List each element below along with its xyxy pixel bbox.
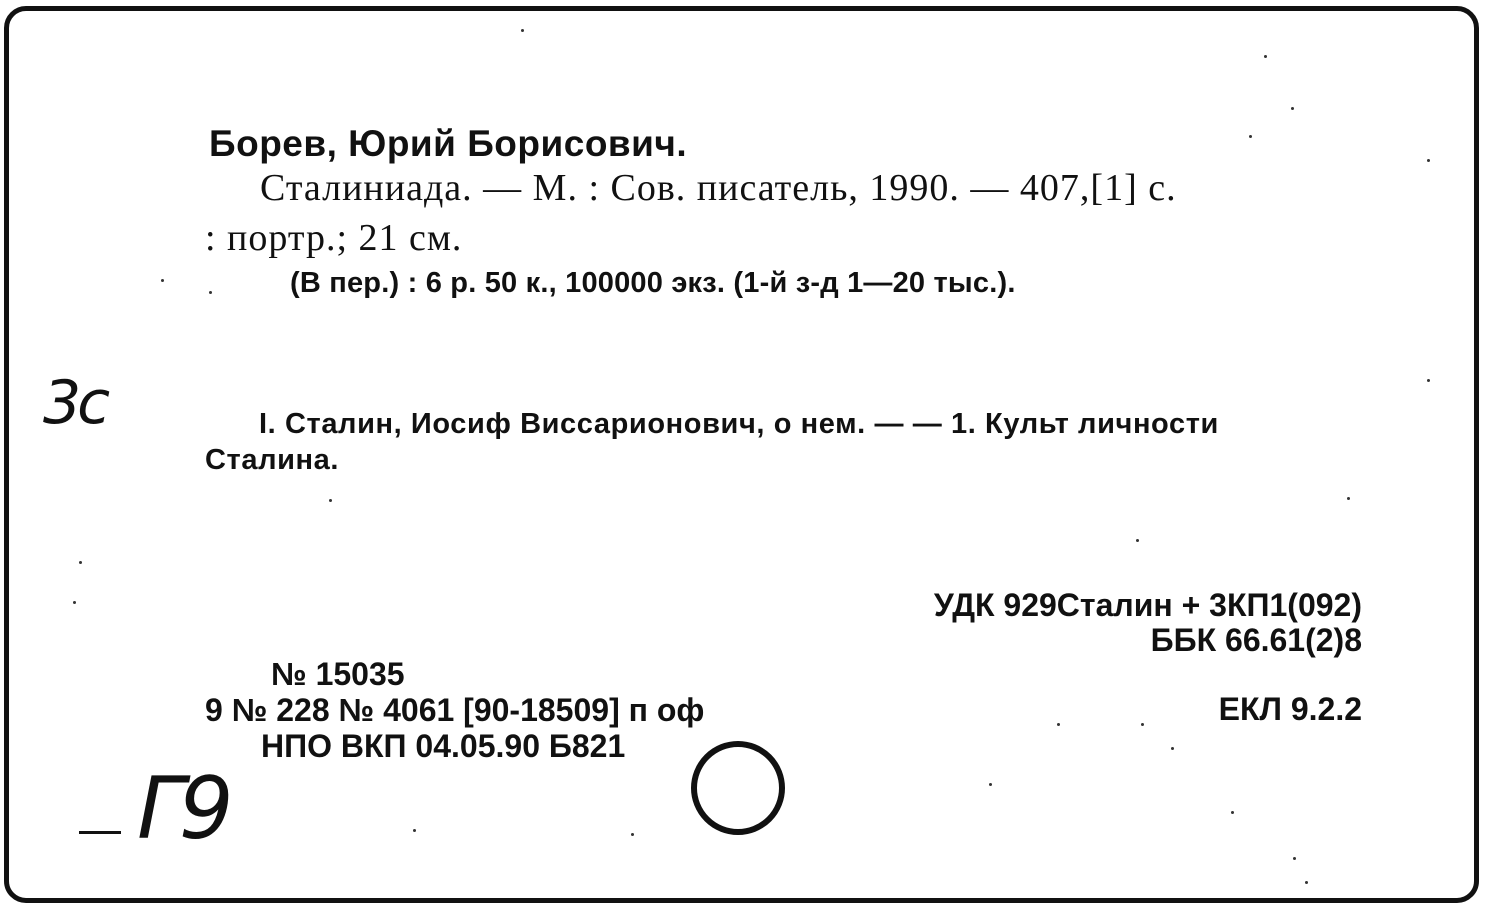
scan-speck: [1427, 159, 1430, 162]
scan-speck: [1231, 811, 1234, 814]
scan-speck: [989, 783, 992, 786]
udk-classification: УДК 929Сталин + 3КП1(092): [933, 587, 1362, 623]
subject-headings-line: I. Сталин, Иосиф Виссарионович, о нем. — — 1. Культ личности: [259, 408, 1219, 440]
bbk-classification: ББК 66.61(2)8: [1150, 622, 1362, 658]
scan-speck: [413, 829, 416, 832]
title-description-line: Сталиниада. — М. : Сов. писатель, 1990. — 407,[1] с.: [260, 167, 1177, 209]
price-edition-line: (В пер.) : 6 р. 50 к., 100000 экз. (1-й з-д 1—20 тыс.).: [290, 267, 1016, 299]
scan-speck: [1141, 723, 1144, 726]
handwritten-dash: [79, 831, 121, 834]
ekl-classification: ЕКЛ 9.2.2: [1218, 691, 1362, 727]
scan-speck: [521, 29, 524, 32]
scan-speck: [209, 291, 212, 294]
scan-speck: [1249, 135, 1252, 138]
scan-speck: [1171, 747, 1174, 750]
catalog-card: [4, 6, 1479, 903]
card-number: № 15035: [271, 656, 405, 692]
order-numbers-line: 9 № 228 № 4061 [90-18509] п оф: [205, 692, 705, 728]
scan-speck: [161, 279, 164, 282]
scan-speck: [1293, 857, 1296, 860]
handwritten-mark-bottom: Г9: [137, 759, 228, 859]
scan-speck: [73, 601, 76, 604]
scan-speck: [1305, 881, 1308, 884]
scan-speck: [329, 499, 332, 502]
author-heading: Борев, Юрий Борисович.: [209, 123, 688, 164]
scan-speck: [1264, 55, 1267, 58]
handwritten-mark-top: 3c: [43, 368, 107, 438]
scan-speck: [1427, 379, 1430, 382]
scan-speck: [1057, 723, 1060, 726]
scan-speck: [631, 833, 634, 836]
circle-stamp-mark: [691, 741, 785, 835]
scan-speck: [1291, 107, 1294, 110]
physical-description-line: : портр.; 21 см.: [205, 217, 463, 259]
scan-speck: [1347, 497, 1350, 500]
scan-speck: [79, 561, 82, 564]
publisher-date-line: НПО ВКП 04.05.90 Б821: [261, 728, 626, 764]
scan-speck: [1136, 539, 1139, 542]
subject-headings-continuation: Сталина.: [205, 444, 340, 476]
